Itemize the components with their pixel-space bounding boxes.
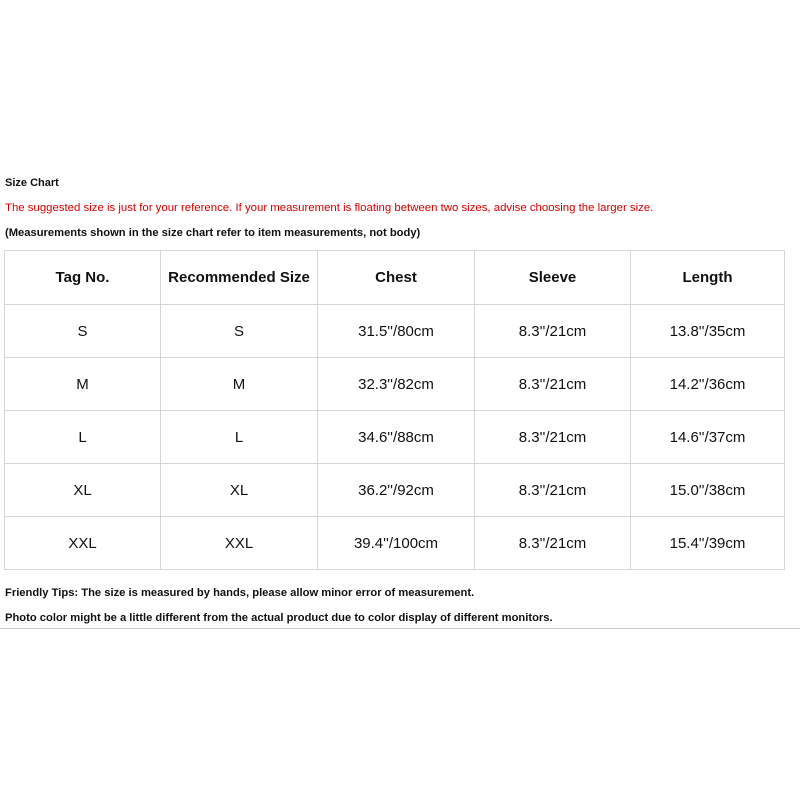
color-disclaimer-text: Photo color might be a little different from the actual product due to color display of different monitors.: [5, 612, 553, 624]
cell-sleeve: 8.3''/21cm: [475, 305, 631, 358]
header-sleeve: Sleeve: [475, 251, 631, 305]
table-row: [5, 464, 785, 517]
cell-sleeve: 8.3''/21cm: [475, 517, 631, 570]
bottom-divider: [0, 628, 800, 629]
cell-tag-no: XXL: [5, 517, 161, 570]
table-row: [5, 305, 785, 358]
cell-recommended-size: S: [161, 305, 318, 358]
header-length: Length: [631, 251, 785, 305]
size-advice-notice: The suggested size is just for your reference. If your measurement is floating between two sizes, advise choosing the larger size.: [5, 202, 654, 214]
cell-recommended-size: XXL: [161, 517, 318, 570]
size-table: [4, 250, 785, 570]
cell-chest: 31.5''/80cm: [318, 305, 475, 358]
cell-sleeve: 8.3''/21cm: [475, 358, 631, 411]
table-header-row: [5, 251, 785, 305]
cell-length: 14.6''/37cm: [631, 411, 785, 464]
cell-tag-no: M: [5, 358, 161, 411]
cell-chest: 34.6''/88cm: [318, 411, 475, 464]
cell-length: 15.4''/39cm: [631, 517, 785, 570]
cell-recommended-size: XL: [161, 464, 318, 517]
cell-sleeve: 8.3''/21cm: [475, 464, 631, 517]
cell-recommended-size: L: [161, 411, 318, 464]
header-chest: Chest: [318, 251, 475, 305]
cell-tag-no: XL: [5, 464, 161, 517]
header-tag-no: Tag No.: [5, 251, 161, 305]
page-title: Size Chart: [5, 177, 59, 189]
cell-tag-no: L: [5, 411, 161, 464]
cell-tag-no: S: [5, 305, 161, 358]
cell-length: 14.2''/36cm: [631, 358, 785, 411]
cell-recommended-size: M: [161, 358, 318, 411]
cell-sleeve: 8.3''/21cm: [475, 411, 631, 464]
header-recommended-size: Recommended Size: [161, 251, 318, 305]
table-row: [5, 358, 785, 411]
friendly-tips-text: Friendly Tips: The size is measured by hands, please allow minor error of measurement.: [5, 587, 475, 599]
cell-length: 13.8''/35cm: [631, 305, 785, 358]
table-row: [5, 517, 785, 570]
measurement-note: (Measurements shown in the size chart refer to item measurements, not body): [5, 227, 421, 239]
cell-length: 15.0''/38cm: [631, 464, 785, 517]
cell-chest: 39.4''/100cm: [318, 517, 475, 570]
cell-chest: 36.2''/92cm: [318, 464, 475, 517]
table-row: [5, 411, 785, 464]
cell-chest: 32.3''/82cm: [318, 358, 475, 411]
